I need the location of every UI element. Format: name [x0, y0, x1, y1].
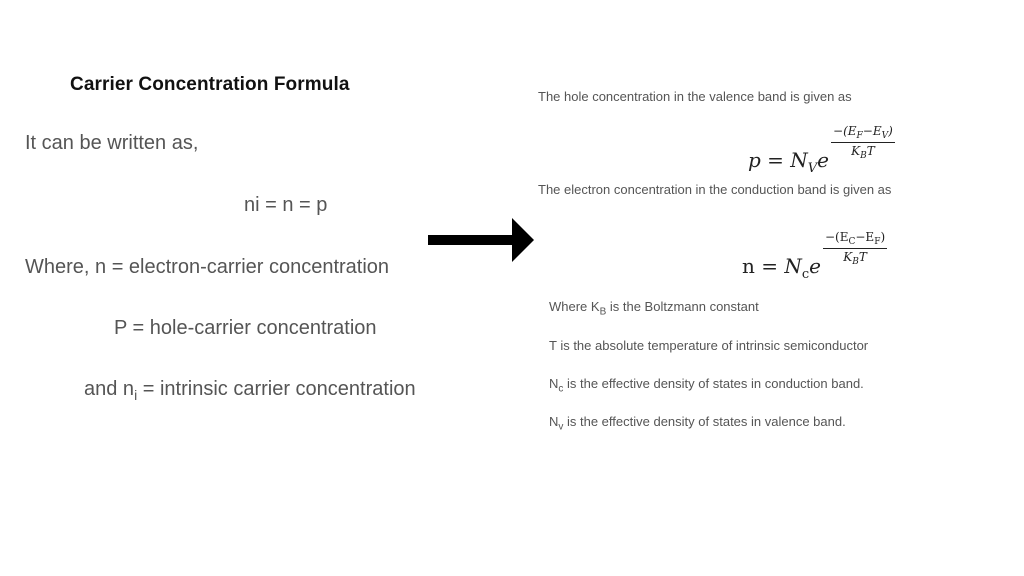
electron-concentration-equation: $n = N_ce$ $\frac{-(E_C-E_F)}{K_BT}$ — [742, 230, 886, 282]
temperature-definition: T is the absolute temperature of intrinsic semiconductor — [549, 338, 869, 353]
hole-definition: P = hole-carrier concentration — [114, 317, 377, 339]
page-title: Carrier Concentration Formula — [70, 74, 350, 95]
hole-concentration-equation: $p = N_Ve$ $\frac{-(E_F-E_V)}{K_BT}$ — [748, 124, 893, 176]
electron-exponent: $\frac{-(E_C-E_F)}{K_BT}$ — [824, 230, 886, 267]
nc-definition: $N_c$ is the effective density of states in conduction band. — [549, 376, 864, 395]
intrinsic-definition: and $n_i$ = intrinsic carrier concentration — [84, 378, 416, 403]
hole-exponent: $\frac{-(E_F-E_V)}{K_BT}$ — [833, 124, 893, 161]
electron-definition: Where, n = electron-carrier concentration — [25, 256, 390, 278]
boltzmann-definition: Where $K_B$ is the Boltzmann constant — [549, 299, 759, 318]
hole-concentration-intro: The hole concentration in the valence band is given as — [538, 89, 852, 104]
nv-definition: $N_v$ is the effective density of states in valence band. — [549, 414, 846, 433]
intro-text: It can be written as, — [25, 132, 199, 154]
equality-formula: ni = n = p — [244, 194, 328, 216]
right-arrow-icon — [428, 216, 538, 264]
electron-concentration-intro: The electron concentration in the conduction band is given as — [538, 182, 892, 197]
